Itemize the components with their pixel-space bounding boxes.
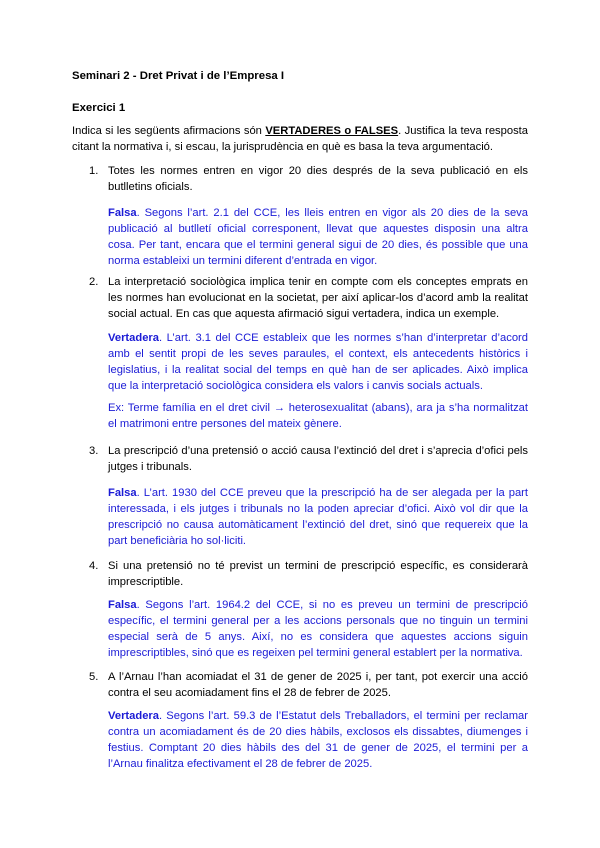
item-number: 3. [89,445,99,457]
item-number: 4. [89,560,99,572]
item-number: 2. [89,276,99,288]
verdict-label: Vertadera [108,332,159,344]
instructions-text-start: Indica si les següents afirmacions són [72,125,266,137]
exercise-heading: Exercici 1 [72,102,126,114]
item-statement: Totes les normes entren en vigor 20 dies després de la seva publicació en els butlletins oficials. [108,165,528,193]
verdict-label: Falsa [108,207,137,219]
item-statement: Si una pretensió no té previst un termini de prescripció específic, es considerarà imprescriptible. [108,560,528,588]
item-statement: La interpretació sociològica implica tenir en compte com els conceptes emprats en les normes han evolucionat en la societat, per així aplicar-los d’acord amb la realitat social actual. En cas que aquesta afirmació sigui vertadera, indica un exemple. [108,276,528,320]
item-statement: A l’Arnau l’han acomiadat el 31 de gener de 2025 i, per tant, pot exercir una acció contra el seu acomiadament fins el 28 de febrer de 2025. [108,671,528,699]
instructions-text-end: . Justifica la teva resposta citant la normativa i, si escau, la jurisprudència en què es basa la teva argumentació. [72,125,529,153]
answer-example: Ex: Terme família en el dret civil → heterosexualitat (abans), ara ja s’ha normalitzat el matrimoni entre persones del mateix gènere. [108,402,528,430]
answer-text: . Segons l’art. 1964.2 del CCE, si no es preveu un termini de prescripció específic, el termini general per a les accions personals que no tinguin un termini especial serà de 5 anys. Així, no es considera que aquestes accions siguin imprescriptibles, sinó que es regeixen pel termini general establert per la normativa. [108,599,528,659]
item-number: 1. [89,165,99,177]
item-answer [108,708,528,772]
verdict-label: Falsa [108,599,137,611]
item-number: 5. [89,671,99,683]
item-answer [108,205,528,269]
verdict-label: Vertadera [108,710,159,722]
item-statement: La prescripció d’una pretensió o acció causa l’extinció del dret i s’aprecia d’ofici pels jutges i tribunals. [108,445,528,473]
document-title: Seminari 2 - Dret Privat i de l’Empresa I [72,70,285,82]
verdict-label: Falsa [108,487,137,499]
instructions [72,123,528,155]
answer-text: . Segons l’art. 2.1 del CCE, les lleis entren en vigor als 20 dies de la seva publicació al butlletí oficial corresponent, llevat que aquestes disposin una altra cosa. Per tant, encara que el termini general sigui de 20 dies, és possible que una norma estableixi un termini diferent d’entrada en vigor. [108,207,528,267]
item-answer [108,485,528,549]
instructions-emphasis: VERTADERES o FALSES [265,125,399,137]
answer-text: . Segons l’art. 59.3 de l’Estatut dels Treballadors, el termini per reclamar contra un acomiadament és de 20 dies hàbils, exclosos els dissabtes, diumenges i festius. Comptant 20 dies hàbils des del 31 de gener de 2025, el termini per a l’Arnau finalitza efectivament el 28 de febrer de 2025. [108,710,528,770]
item-answer [108,597,528,661]
item-answer [108,330,528,394]
answer-text: . L’art. 1930 del CCE preveu que la prescripció ha de ser alegada per la part interessada, i els jutges i tribunals no la poden apreciar d’ofici. Això vol dir que la prescripció no causa automàticament l’extinció del dret, sinó que requereix que la part beneficiària ho sol·liciti. [108,487,528,547]
answer-text: . L’art. 3.1 del CCE estableix que les normes s’han d’interpretar d’acord amb el sentit propi de les seves paraules, el context, els antecedents històrics i legislatius, i la realitat social del temps en què han de ser aplicades. Això implica que la interpretació sociològica considera els valors i canvis socials actuals. [108,332,528,392]
